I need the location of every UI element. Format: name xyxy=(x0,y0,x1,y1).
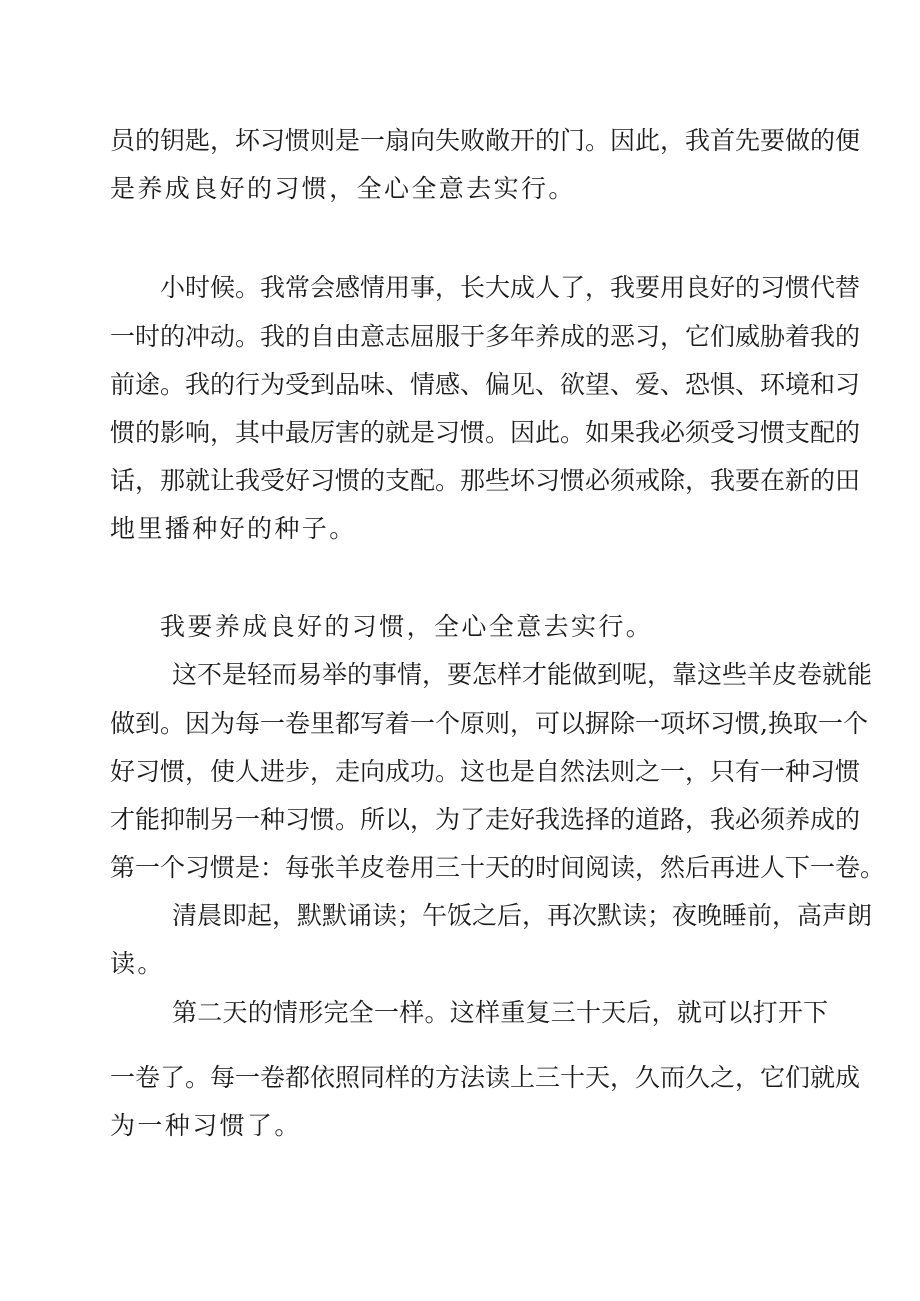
text-line: 前途。我的行为受到品味、情感、偏见、欲望、爱、恐惧、环境和习 xyxy=(110,370,861,399)
text-line: 清晨即起，默默诵读；午饭之后，再次默读；夜晚睡前，高声朗 xyxy=(172,901,873,930)
text-line: 第一个习惯是：每张羊皮卷用三十天的时间阅读，然后再进人下一卷。 xyxy=(110,853,886,882)
text-line: 好习惯，使人进步，走向成功。这也是自然法则之一，只有一种习惯 xyxy=(110,757,861,786)
text-line: 才能抑制另一种习惯。所以，为了走好我选择的道路，我必须养成的 xyxy=(110,805,861,834)
text-line: 读。 xyxy=(110,949,165,978)
text-line: 一卷了。每一卷都依照同样的方法读上三十天，久而久之，它们就成 xyxy=(110,1063,861,1092)
text-line: 惯的影响，其中最厉害的就是习惯。因此。如果我必须受习惯支配的 xyxy=(110,418,861,447)
text-line: 第二天的情形完全一样。这样重复三十天后，就可以打开下 xyxy=(172,998,829,1027)
text-line: 话，那就让我受好习惯的支配。那些坏习惯必须戒除，我要在新的田 xyxy=(110,466,861,495)
text-line: 这不是轻而易举的事情，要怎样才能做到呢，靠这些羊皮卷就能 xyxy=(172,660,873,689)
text-line: 做到。因为每一卷里都写着一个原则，可以摒除一项坏习惯,换取一个 xyxy=(110,709,868,738)
text-line: 地里播种好的种子。 xyxy=(110,514,357,543)
text-line: 我要养成良好的习惯，全心全意去实行。 xyxy=(160,612,654,641)
text-line: 是养成良好的习惯，全心全意去实行。 xyxy=(110,174,576,203)
text-line: 小时候。我常会感情用事，长大成人了，我要用良好的习惯代替 xyxy=(160,273,861,302)
text-line: 一时的冲动。我的自由意志屈服于多年养成的恶习，它们威胁着我的 xyxy=(110,322,861,351)
text-line: 员的钥匙，坏习惯则是一扇向失败敞开的门。因此，我首先要做的便 xyxy=(110,126,861,155)
text-line: 为一种习惯了。 xyxy=(110,1111,302,1140)
